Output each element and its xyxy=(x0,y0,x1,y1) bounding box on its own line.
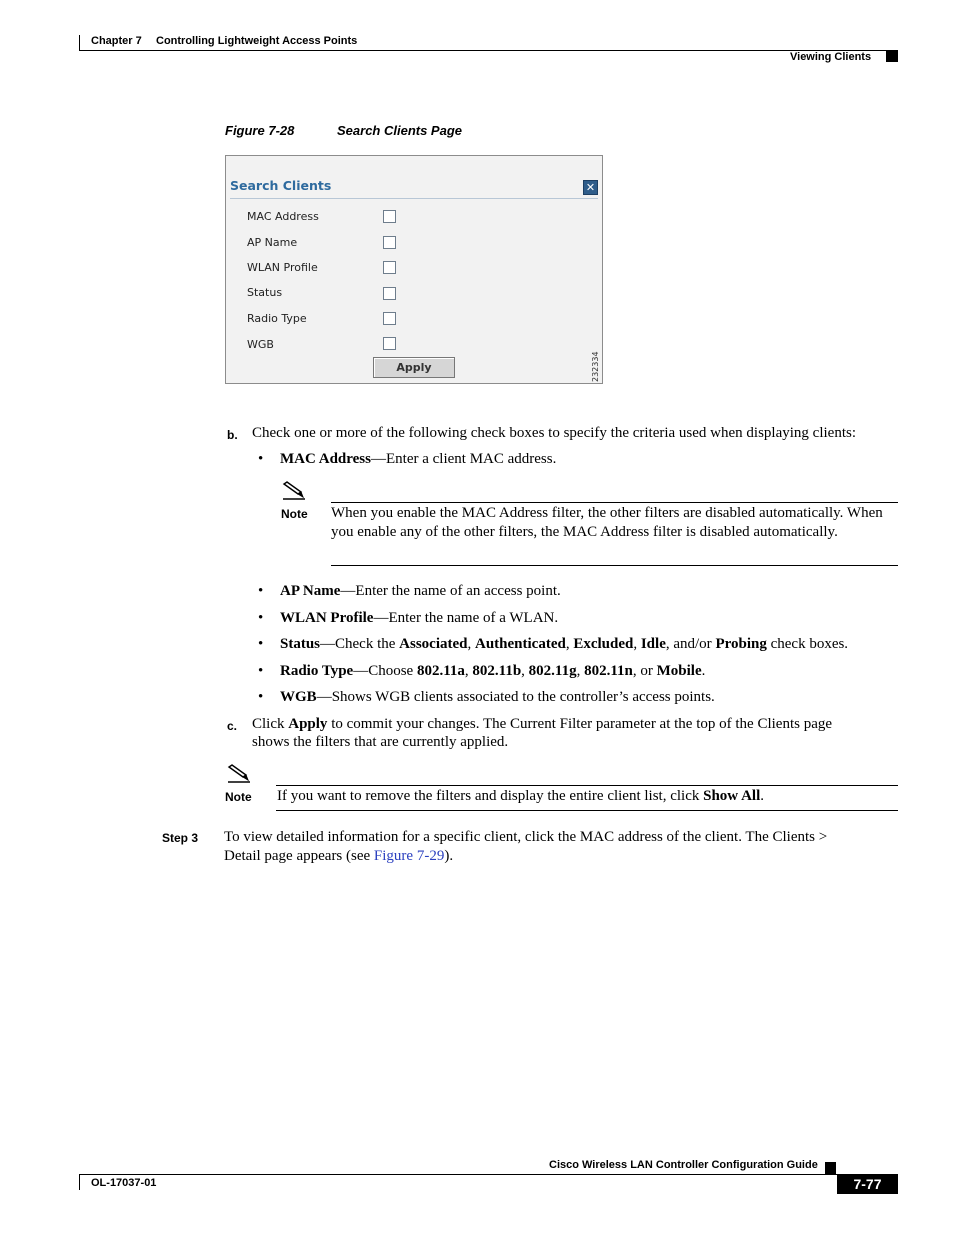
panel-divider xyxy=(230,198,598,199)
bullet-mac-address-text: MAC Address—Enter a client MAC address. xyxy=(280,451,557,467)
filter-label-mac-address: MAC Address xyxy=(247,210,319,223)
search-clients-panel xyxy=(225,155,603,384)
panel-title: Search Clients xyxy=(230,178,332,193)
note2-label: Note xyxy=(225,790,252,804)
footer-left-bar xyxy=(79,1174,80,1190)
note2-text: If you want to remove the filters and display the entire client list, click Show All. xyxy=(277,788,764,804)
filter-label-status: Status xyxy=(247,286,283,299)
header-rule xyxy=(79,50,898,51)
note1-label: Note xyxy=(281,507,308,521)
figure-image-id: 232334 xyxy=(591,351,600,382)
page-number: 7-77 xyxy=(837,1175,898,1194)
filter-label-wgb: WGB xyxy=(247,338,274,351)
bullet-wlan-profile-text: WLAN Profile—Enter the name of a WLAN. xyxy=(280,610,559,626)
step-c-marker: c. xyxy=(227,719,238,733)
bullet-ap-name: • xyxy=(258,583,264,599)
ap-name-checkbox[interactable] xyxy=(383,236,396,249)
note2-top-rule xyxy=(276,785,898,786)
step-c-line2: shows the filters that are currently applied. xyxy=(252,734,509,750)
bullet-status: • xyxy=(258,636,264,652)
guide-title: Cisco Wireless LAN Controller Configuration Guide xyxy=(549,1159,818,1171)
bullet-status-text: Status—Check the Associated, Authenticated, Excluded, Idle, and/or Probing check boxes. xyxy=(280,636,849,652)
note1-text: When you enable the MAC Address filter, the other filters are disabled automatically. When you enable any of the other filters, the MAC Address filter is disabled automatically. xyxy=(331,505,883,540)
filter-label-ap-name: AP Name xyxy=(247,236,298,249)
chapter-title: Controlling Lightweight Access Points xyxy=(156,35,358,47)
footer-rule xyxy=(79,1174,898,1175)
doc-id: OL-17037-01 xyxy=(91,1177,157,1189)
wgb-checkbox[interactable] xyxy=(383,337,396,350)
mac-address-checkbox[interactable] xyxy=(383,210,396,223)
pencil-icon xyxy=(226,763,252,783)
note1-bottom-rule xyxy=(331,565,898,566)
step3-line1: To view detailed information for a specific client, click the MAC address of the client. The Clients > xyxy=(224,829,828,845)
chapter-number: Chapter 7 xyxy=(91,35,142,47)
radio-type-checkbox[interactable] xyxy=(383,312,396,325)
pencil-icon xyxy=(281,480,307,500)
apply-button[interactable]: Apply xyxy=(373,357,455,378)
bullet-wgb: • xyxy=(258,689,264,705)
step3-line2: Detail page appears (see Figure 7-29). xyxy=(224,848,454,864)
note1-top-rule xyxy=(331,502,898,503)
figure-number: Figure 7-28 xyxy=(225,123,295,138)
section-title: Viewing Clients xyxy=(790,51,872,63)
wlan-profile-checkbox[interactable] xyxy=(383,261,396,274)
bullet-wlan-profile: • xyxy=(258,610,264,626)
bullet-mac-address: • xyxy=(258,451,264,467)
filter-label-radio-type: Radio Type xyxy=(247,312,307,325)
step-b-text: Check one or more of the following check boxes to specify the criteria used when displaying clients: xyxy=(252,425,856,441)
figure-7-29-link[interactable]: Figure 7-29 xyxy=(373,848,445,864)
close-icon[interactable]: ✕ xyxy=(583,180,598,195)
figure-title: Search Clients Page xyxy=(337,123,462,138)
filter-label-wlan-profile: WLAN Profile xyxy=(247,261,318,274)
footer-marker-block xyxy=(825,1162,836,1174)
step-b-marker: b. xyxy=(227,428,238,442)
step3-label: Step 3 xyxy=(162,831,199,845)
header-left-bar xyxy=(79,35,80,51)
step-c-line1: Click Apply to commit your changes. The Current Filter parameter at the top of the Clients page xyxy=(252,716,833,732)
bullet-wgb-text: WGB—Shows WGB clients associated to the controller’s access points. xyxy=(280,689,715,705)
bullet-radio-type: • xyxy=(258,663,264,679)
status-checkbox[interactable] xyxy=(383,287,396,300)
bullet-radio-type-text: Radio Type—Choose 802.11a, 802.11b, 802.11g, 802.11n, or Mobile. xyxy=(280,663,706,679)
header-marker-block xyxy=(886,51,898,62)
bullet-ap-name-text: AP Name—Enter the name of an access point. xyxy=(280,583,561,599)
note2-bottom-rule xyxy=(276,810,898,811)
